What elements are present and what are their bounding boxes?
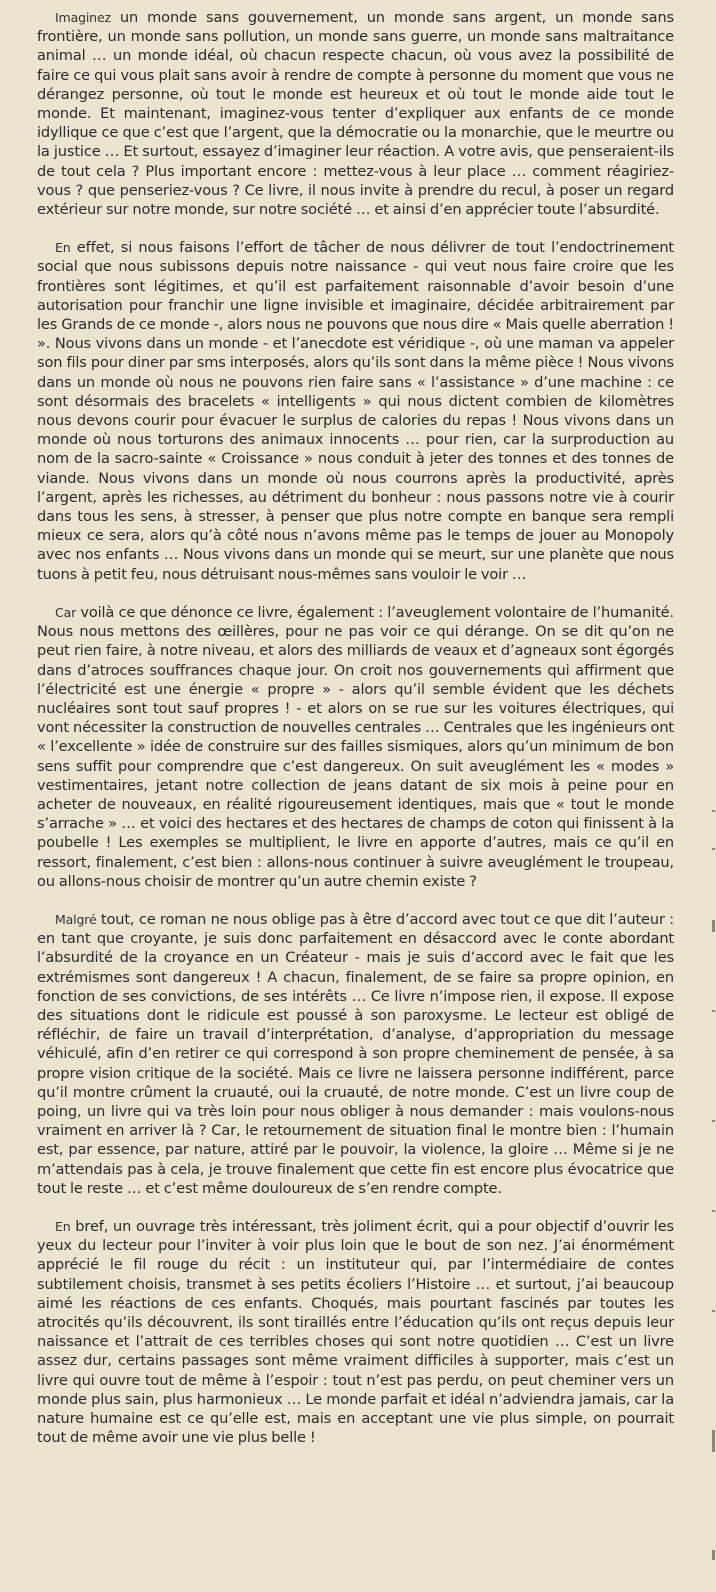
paragraph-1 xyxy=(37,8,674,219)
edge-mark xyxy=(712,848,715,850)
edge-mark xyxy=(712,810,715,812)
edge-mark xyxy=(712,1310,715,1312)
paragraph-1-body: un monde sans gouvernement, un monde sans argent, un monde sans frontière, un monde sans pollution, un monde sans guerre, un monde sans maltraitance animal … un monde idéal, où chacun respecte chacun, où vous avez la possibilité de faire ce qui vous plait sans avoir à rendre de compte à personne du moment que vous ne dérangez personne, où tout le monde est heureux et où tout le monde aide tout le monde. Et maintenant, imaginez-vous tenter d’expliquer aux enfants de ce monde idyllique ce que c’est que l’argent, que la démocratie ou la monarchie, que le meurtre ou la justice … Et surtout, essayez d’imaginer leur réaction. A votre avis, que penseraient-ils de tout cela ? Plus important encore : mettez-vous à leur place … comment réagiriez-vous ? que penseriez-vous ? Ce livre, il nous invite à prendre du recul, à poser un regard extérieur sur notre monde, sur notre société … et ainsi d’en apprécier toute l’absurdité. xyxy=(37,9,674,219)
edge-mark xyxy=(712,920,715,932)
edge-mark xyxy=(712,1120,715,1122)
paragraph-3 xyxy=(37,603,674,891)
paragraph-2-body: effet, si nous faisons l’effort de tâcher de nous délivrer de tout l’endoctrinement social que nous subissons depuis notre naissance - qui veut nous faire croire que les frontières sont légitimes, et qu’il est parfaitement raisonnable d’avoir besoin d’une autorisation pour franchir une ligne invisible et imaginaire, décidée arbitrairement par les Grands de ce monde -, alors nous ne pouvons que nous dire « Mais quelle aberration ! ». Nous vivons dans un monde - et l’anecdote est véridique -, où une maman va appeler son fils pour diner par sms interposés, alors qu’ils sont dans la même pièce ! Nous vivons dans un monde où nous ne pouvons rien faire sans « l’assistance » d’une machine : ce sont désormais des bracelets « intelligents » qui nous dictent combien de kilomètres nous devons courir pour évacuer le surplus de calories du repas ! Nous vivons dans un monde où nous torturons des animaux innocents … pour rien, car la surproduction au nom de la sacro-sainte « Croissance » nous conduit à jeter des tonnes et des tonnes de viande. Nous vivons dans un monde où nous courrons après la productivité, après l’argent, après les richesses, au détriment du bonheur : nous passons notre vie à courir dans tous les sens, à stresser, à penser que plus notre compte en banque sera rempli mieux ce sera, alors qu’à côté nous n’avons même pas le temps de jouer au Monopoly avec nos enfants … Nous vivons dans un monde qui se meurt, sur une planète que nous tuons à petit feu, nous détruisant nous-mêmes sans vouloir le voir … xyxy=(37,239,674,583)
paragraph-5-first-word: En xyxy=(55,1218,71,1234)
paragraph-2-first-word: En xyxy=(55,240,71,256)
edge-mark xyxy=(712,1010,715,1012)
paragraph-5-body: bref, un ouvrage très intéressant, très joliment écrit, qui a pour objectif d’ouvrir les yeux du lecteur pour l’inviter à voir plus loin que le bout de son nez. J’ai énormément apprécié le fil rouge du récit : un instituteur qui, par l’intermédiaire de contes subtilement choisis, transmet à ses petits écoliers l’Histoire … et surtout, j’ai beaucoup aimé les réactions de ces enfants. Choqués, mais pourtant fascinés par toutes les atrocités qu’ils découvrent, ils sont tiraillés entre l’éducation qu’ils ont reçus depuis leur naissance et l’attrait de ces terribles choses qui sont notre quotidien … C’est un livre assez dur, certains passages sont même vraiment difficiles à supporter, mais c’est un livre qui ouvre tout de même à l’espoir : tout n’est pas perdu, on peut cheminer vers un monde plus sain, plus harmonieux … Le monde parfait et idéal n’adviendra jamais, car la nature humaine est ce qu’elle est, mais en acceptant une vie plus simple, on pourrait tout de même avoir une vie plus belle ! xyxy=(37,1217,674,1447)
edge-mark xyxy=(712,1430,715,1452)
paragraph-4 xyxy=(37,910,674,1198)
paragraph-4-body: tout, ce roman ne nous oblige pas à être d’accord avec tout ce que dit l’auteur : en tant que croyante, je suis donc parfaitement en désaccord avec le conte abordant l’absurdité de la croyance en un Créateur - mais je suis d’accord avec le fait que les extrémismes sont dangereux ! A chacun, finalement, de se faire sa propre opinion, en fonction de ses convictions, de ses intérêts … Ce livre n’impose rien, il expose. Il expose des situations dont le ridicule est poussé à son paroxysme. Le lecteur est obligé de réfléchir, de faire un travail d’interprétation, d’analyse, d’appropriation du message véhiculé, afin d’en retirer ce qui correspond à son propre cheminement de pensée, à sa propre vision critique de la société. Mais ce livre ne laissera personne indifférent, parce qu’il montre crûment la cruauté, oui la cruauté, de notre monde. C’est un livre coup de poing, un livre qui va très loin pour nous obliger à nous demander : mais voulons-nous vraiment en arriver là ? Car, le retournement de situation final le montre bien : l’humain est, par essence, par nature, attiré par le pouvoir, la violence, la gloire … Même si je ne m’attendais pas à cela, je trouve finalement que cette fin est encore plus évocatrice que tout le reste … et c’est même douloureux de s’en rendre compte. xyxy=(37,910,674,1197)
paragraph-3-body: voilà ce que dénonce ce livre, également : l’aveuglement volontaire de l’humanité. Nous nous mettons des œillères, pour ne pas voir ce qui dérange. On se dit qu’on ne peut rien faire, à notre niveau, et alors des milliards de veaux et d’agneaux sont égorgés dans d’atroces souffrances chaque jour. On croit nos gouvernements qui affirment que l’électricité est une énergie « propre » - alors qu’il semble évident que les déchets nucléaires sont tout sauf propres ! - et alors on se rue sur les voitures électriques, qui vont nécessiter la construction de nouvelles centrales … Centrales que les ingénieurs ont « l’excellente » idée de construire sur des failles sismiques, alors qu’un minimum de bon sens suffit pour comprendre que c’est dangereux. On suit aveuglément les « modes » vestimentaires, jetant notre collection de jeans datant de six mois à peine pour en acheter de nouveaux, en réalité rigoureusement identiques, mais que « tout le monde s’arrache » … et voici des hectares et des hectares de champs de coton qui finissent à la poubelle ! Les exemples se multiplient, le livre en apporte d’autres, mais ce qu’il en ressort, finalement, c’est bien : allons-nous continuer à suivre aveuglément le troupeau, ou allons-nous choisir de montrer qu’un autre chemin existe ? xyxy=(37,603,674,890)
paragraph-4-first-word: Malgré xyxy=(55,911,97,927)
paragraph-5 xyxy=(37,1217,674,1447)
paragraph-1-first-word: Imaginez xyxy=(55,10,111,25)
review-text xyxy=(37,8,674,1466)
edge-mark xyxy=(712,1550,715,1560)
paragraph-3-first-word: Car xyxy=(55,604,77,620)
edge-mark xyxy=(712,1210,715,1212)
adjacent-column-edge xyxy=(710,790,716,1590)
paragraph-2 xyxy=(37,238,674,584)
